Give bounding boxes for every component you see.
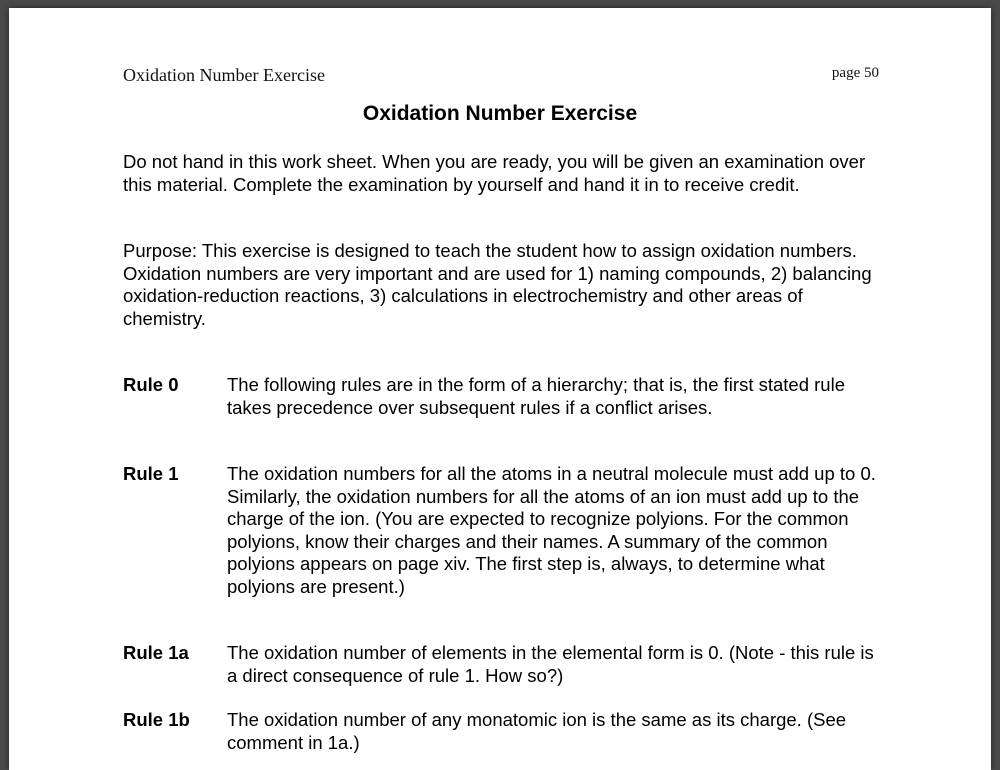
- rule-label: Rule 1a: [123, 642, 189, 663]
- rule-label: Rule 1b: [123, 709, 190, 730]
- rule-text: The following rules are in the form of a hierarchy; that is, the first stated rule takes precedence over subsequent rules if a conflict arises.: [227, 374, 845, 418]
- document-page[interactable]: [9, 8, 991, 770]
- page-number: page 50: [831, 65, 879, 81]
- running-header: Oxidation Number Exercise: [123, 65, 325, 85]
- page-title: Oxidation Number Exercise: [362, 102, 638, 125]
- purpose-paragraph: Purpose: This exercise is designed to teach the student how to assign oxidation numbers. Oxidation numbers are very important and are used for 1) naming compounds, 2) balancing oxidation-reduction reactions, 3) calculations in electrochemistry and other areas of chemistry.: [123, 240, 872, 329]
- rule-text: The oxidation number of elements in the elemental form is 0. (Note - this rule is a direct consequence of rule 1. How so?): [227, 642, 874, 686]
- rule-label: Rule 1: [123, 463, 179, 484]
- intro-paragraph: Do not hand in this work sheet. When you are ready, you will be given an examination over this material. Complete the examination by yourself and hand it in to receive credit.: [123, 151, 866, 195]
- rule-text: The oxidation number of any monatomic ion is the same as its charge. (See comment in 1a.): [227, 709, 847, 753]
- rule-label: Rule 0: [123, 374, 179, 395]
- rule-text: The oxidation numbers for all the atoms in a neutral molecule must add up to 0. Similarly, the oxidation numbers for all the atoms of an ion must add up to the charge of the ion. (You are expected to recognize polyions. For the common polyions, know their charges and their names. A summary of the common polyions appears on page xiv. The first step is, always, to determine what polyions are present.): [227, 463, 876, 597]
